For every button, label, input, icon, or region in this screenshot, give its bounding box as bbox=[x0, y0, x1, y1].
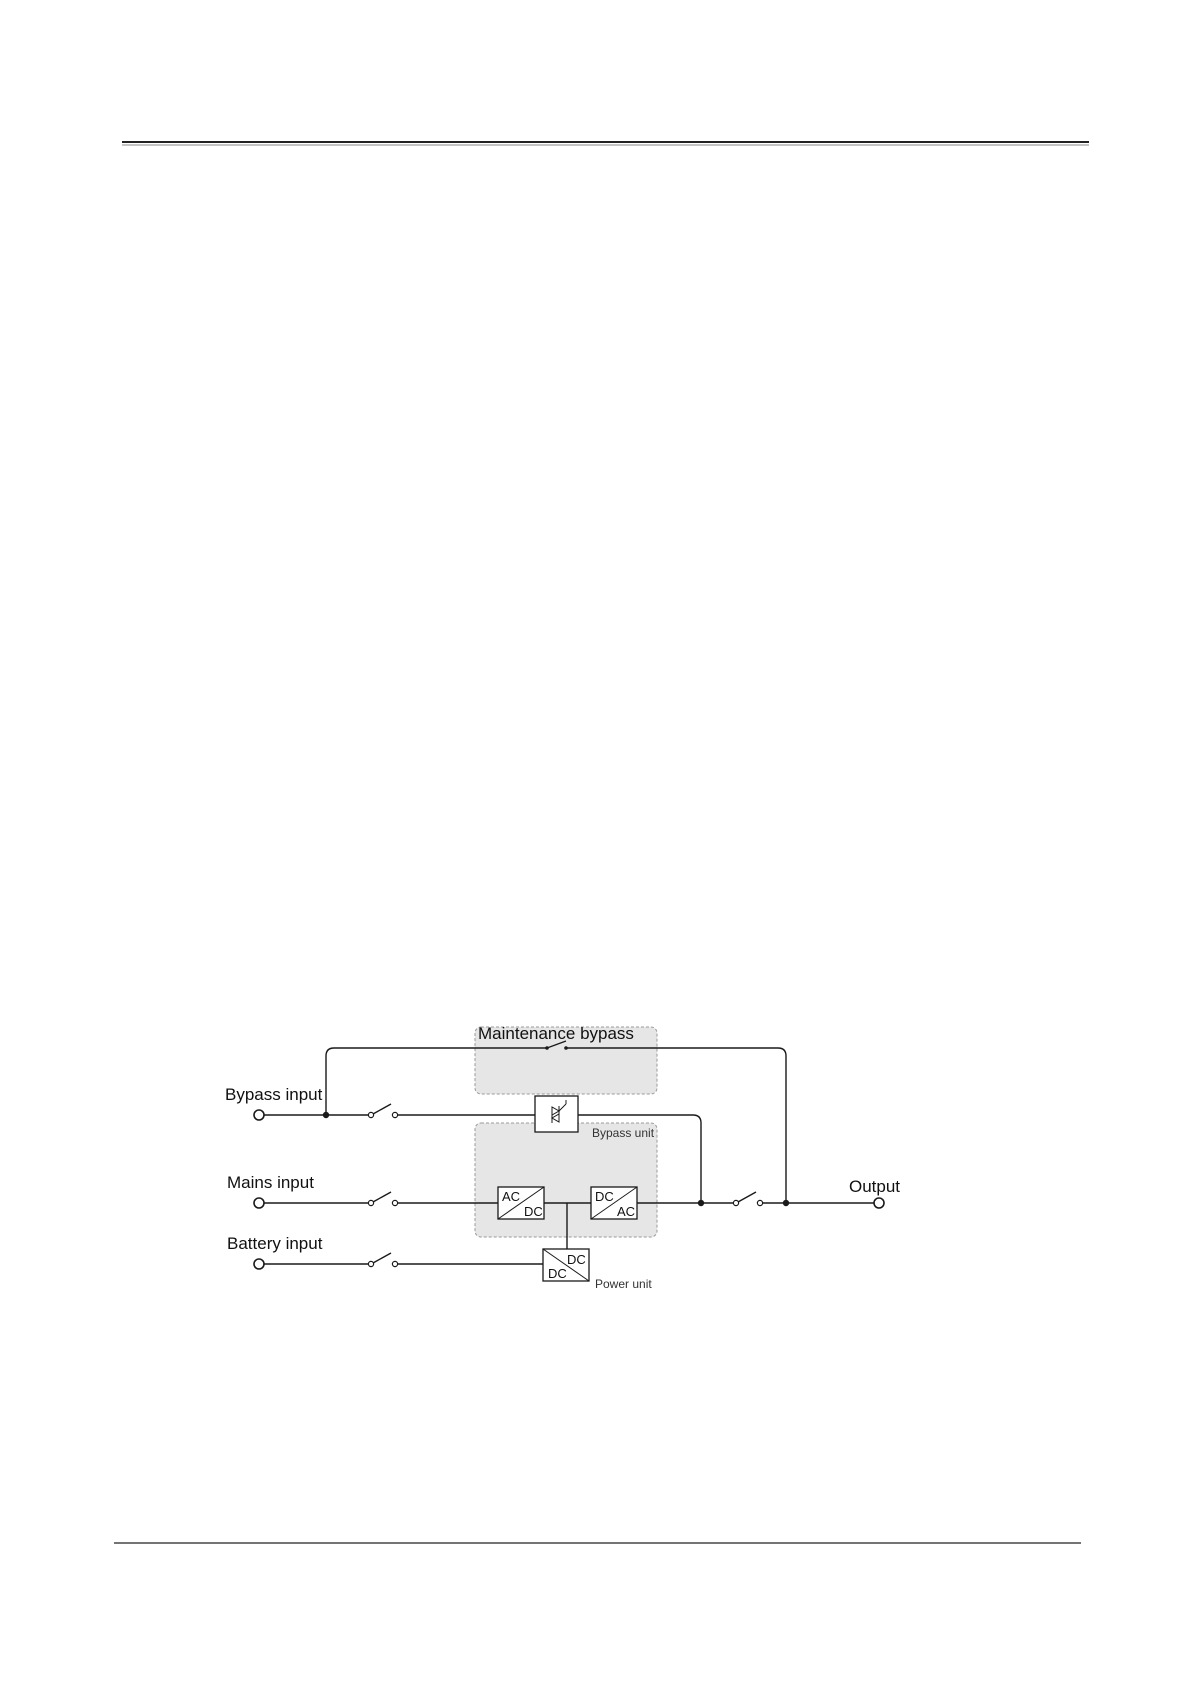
bypass-input-switch bbox=[373, 1104, 391, 1114]
mains-switch-contact bbox=[392, 1200, 397, 1205]
output-switch-contact bbox=[757, 1200, 762, 1205]
bypass-unit-label: Bypass unit bbox=[592, 1126, 655, 1140]
bypass-input-label: Bypass input bbox=[225, 1085, 323, 1104]
inverter-top-label: DC bbox=[595, 1189, 614, 1204]
dcdc-top-label: DC bbox=[567, 1252, 586, 1267]
battery-input-label: Battery input bbox=[227, 1234, 323, 1253]
bypass-input-terminal bbox=[254, 1110, 264, 1120]
maintenance-switch-contact bbox=[545, 1046, 549, 1050]
rectifier-top-label: AC bbox=[502, 1189, 521, 1204]
rectifier-bottom-label: DC bbox=[524, 1204, 543, 1219]
battery-input-terminal bbox=[254, 1259, 264, 1269]
inverter-bottom-label: AC bbox=[617, 1204, 636, 1219]
mains-switch-contact bbox=[368, 1200, 373, 1205]
battery-input-switch bbox=[373, 1253, 391, 1263]
bypass-switch-contact bbox=[392, 1112, 397, 1117]
bypass-switch-contact bbox=[368, 1112, 373, 1117]
battery-switch-contact bbox=[368, 1261, 373, 1266]
output-junction-bypass bbox=[698, 1200, 704, 1206]
output-label: Output bbox=[849, 1177, 901, 1196]
bypass-junction bbox=[323, 1112, 329, 1118]
output-switch-contact bbox=[733, 1200, 738, 1205]
mains-input-label: Mains input bbox=[227, 1173, 314, 1192]
mains-input-switch bbox=[373, 1192, 391, 1202]
maintenance-bypass-label: Maintenance bypass bbox=[478, 1024, 634, 1043]
static-switch-box bbox=[535, 1096, 578, 1132]
mains-input-terminal bbox=[254, 1198, 264, 1208]
power-unit-box bbox=[475, 1123, 657, 1237]
dcdc-bottom-label: DC bbox=[548, 1266, 567, 1281]
output-terminal bbox=[874, 1198, 884, 1208]
power-unit-label: Power unit bbox=[595, 1277, 652, 1291]
battery-switch-contact bbox=[392, 1261, 397, 1266]
output-junction-maintenance bbox=[783, 1200, 789, 1206]
output-switch bbox=[738, 1192, 756, 1202]
